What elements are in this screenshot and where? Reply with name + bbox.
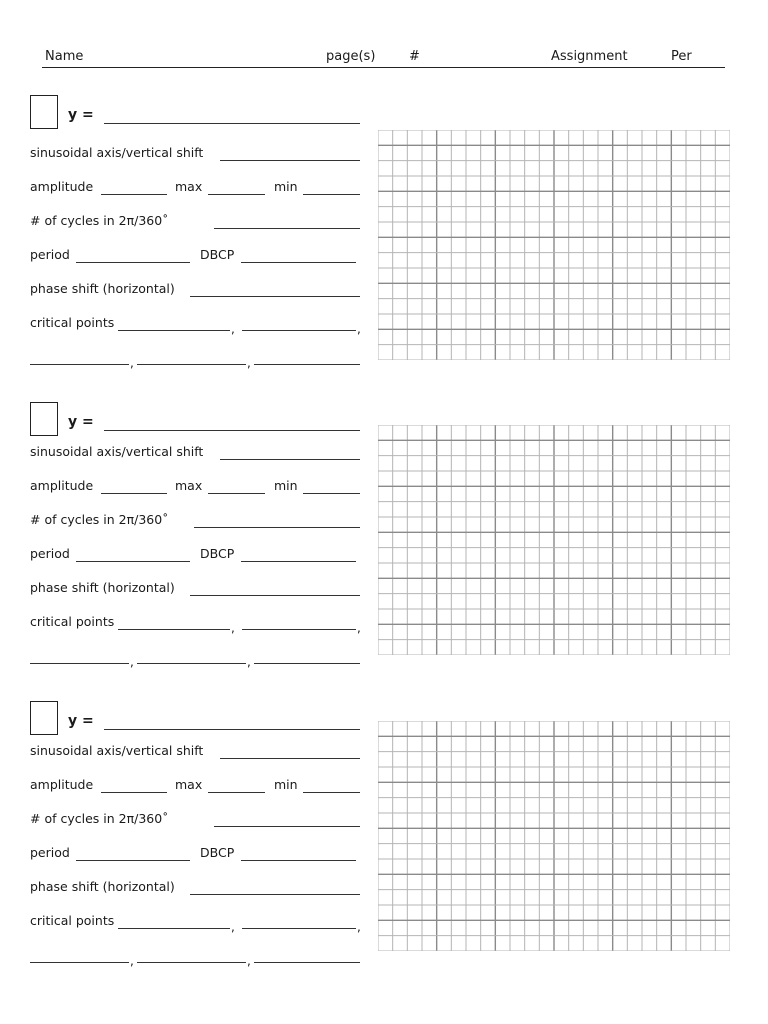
cycles-label: # of cycles in 2π/360˚: [30, 512, 169, 527]
comma: ,: [231, 322, 235, 336]
sinusoidal-axis-blank[interactable]: [220, 160, 360, 161]
period-label: period: [30, 247, 70, 262]
min-label: min: [274, 777, 298, 792]
dbcp-label: DBCP: [200, 546, 235, 561]
graph-grid[interactable]: [378, 425, 730, 655]
amplitude-blank[interactable]: [101, 792, 167, 793]
critical-point-blank[interactable]: [118, 928, 230, 929]
period-blank[interactable]: [76, 262, 190, 263]
phase-shift-label: phase shift (horizontal): [30, 879, 175, 894]
cycles-blank[interactable]: [194, 527, 360, 528]
period-label: period: [30, 546, 70, 561]
critical-points-label: critical points: [30, 614, 115, 629]
dbcp-blank[interactable]: [241, 561, 356, 562]
comma: ,: [130, 954, 134, 968]
amplitude-blank[interactable]: [101, 493, 167, 494]
name-label: Name: [45, 49, 84, 64]
amplitude-label: amplitude: [30, 777, 94, 792]
critical-point-blank[interactable]: [118, 330, 230, 331]
min-blank[interactable]: [303, 194, 360, 195]
equation-blank[interactable]: [104, 430, 360, 431]
period-blank[interactable]: [76, 860, 190, 861]
dbcp-label: DBCP: [200, 247, 235, 262]
sinusoidal-axis-blank[interactable]: [220, 459, 360, 460]
comma: ,: [357, 621, 361, 635]
equation-blank[interactable]: [104, 123, 360, 124]
phase-shift-label: phase shift (horizontal): [30, 281, 175, 296]
period-blank[interactable]: [76, 561, 190, 562]
critical-point-blank[interactable]: [242, 629, 356, 630]
dbcp-blank[interactable]: [241, 860, 356, 861]
critical-point-blank[interactable]: [137, 364, 246, 365]
phase-shift-blank[interactable]: [190, 296, 360, 297]
dbcp-label: DBCP: [200, 845, 235, 860]
cycles-blank[interactable]: [214, 826, 360, 827]
period-label: Per: [671, 49, 692, 64]
max-label: max: [175, 179, 203, 194]
dbcp-blank[interactable]: [241, 262, 356, 263]
min-label: min: [274, 179, 298, 194]
min-label: min: [274, 478, 298, 493]
cycles-label: # of cycles in 2π/360˚: [30, 811, 169, 826]
critical-point-blank[interactable]: [254, 663, 360, 664]
y-label: y =: [68, 107, 94, 123]
critical-point-blank[interactable]: [254, 962, 360, 963]
comma: ,: [357, 920, 361, 934]
header-underline: [42, 67, 725, 68]
comma: ,: [231, 621, 235, 635]
comma: ,: [247, 356, 251, 370]
sinusoidal-axis-label: sinusoidal axis/vertical shift: [30, 743, 204, 758]
max-label: max: [175, 478, 203, 493]
phase-shift-blank[interactable]: [190, 595, 360, 596]
min-blank[interactable]: [303, 792, 360, 793]
graph-grid[interactable]: [378, 721, 730, 951]
critical-point-blank[interactable]: [254, 364, 360, 365]
problem-number-box[interactable]: [30, 701, 58, 735]
phase-shift-blank[interactable]: [190, 894, 360, 895]
comma: ,: [247, 655, 251, 669]
graph-grid[interactable]: [378, 130, 730, 360]
assignment-label: Assignment: [551, 49, 628, 64]
phase-shift-label: phase shift (horizontal): [30, 580, 175, 595]
y-label: y =: [68, 713, 94, 729]
sinusoidal-axis-label: sinusoidal axis/vertical shift: [30, 145, 204, 160]
comma: ,: [231, 920, 235, 934]
critical-point-blank[interactable]: [137, 663, 246, 664]
max-label: max: [175, 777, 203, 792]
pages-label: page(s): [326, 49, 376, 64]
cycles-blank[interactable]: [214, 228, 360, 229]
comma: ,: [247, 954, 251, 968]
y-label: y =: [68, 414, 94, 430]
amplitude-label: amplitude: [30, 179, 94, 194]
max-blank[interactable]: [208, 194, 265, 195]
number-label: #: [409, 49, 420, 64]
function-section-3: [0, 701, 768, 991]
sinusoidal-axis-label: sinusoidal axis/vertical shift: [30, 444, 204, 459]
max-blank[interactable]: [208, 493, 265, 494]
cycles-label: # of cycles in 2π/360˚: [30, 213, 169, 228]
critical-point-blank[interactable]: [242, 928, 356, 929]
comma: ,: [130, 655, 134, 669]
function-section-2: [0, 402, 768, 692]
max-blank[interactable]: [208, 792, 265, 793]
amplitude-blank[interactable]: [101, 194, 167, 195]
critical-points-label: critical points: [30, 315, 115, 330]
critical-point-blank[interactable]: [30, 364, 129, 365]
function-section-1: [0, 95, 768, 385]
sinusoidal-axis-blank[interactable]: [220, 758, 360, 759]
comma: ,: [357, 322, 361, 336]
period-label: period: [30, 845, 70, 860]
critical-point-blank[interactable]: [30, 962, 129, 963]
equation-blank[interactable]: [104, 729, 360, 730]
amplitude-label: amplitude: [30, 478, 94, 493]
min-blank[interactable]: [303, 493, 360, 494]
critical-points-label: critical points: [30, 913, 115, 928]
critical-point-blank[interactable]: [30, 663, 129, 664]
comma: ,: [130, 356, 134, 370]
problem-number-box[interactable]: [30, 95, 58, 129]
critical-point-blank[interactable]: [137, 962, 246, 963]
critical-point-blank[interactable]: [118, 629, 230, 630]
critical-point-blank[interactable]: [242, 330, 356, 331]
problem-number-box[interactable]: [30, 402, 58, 436]
